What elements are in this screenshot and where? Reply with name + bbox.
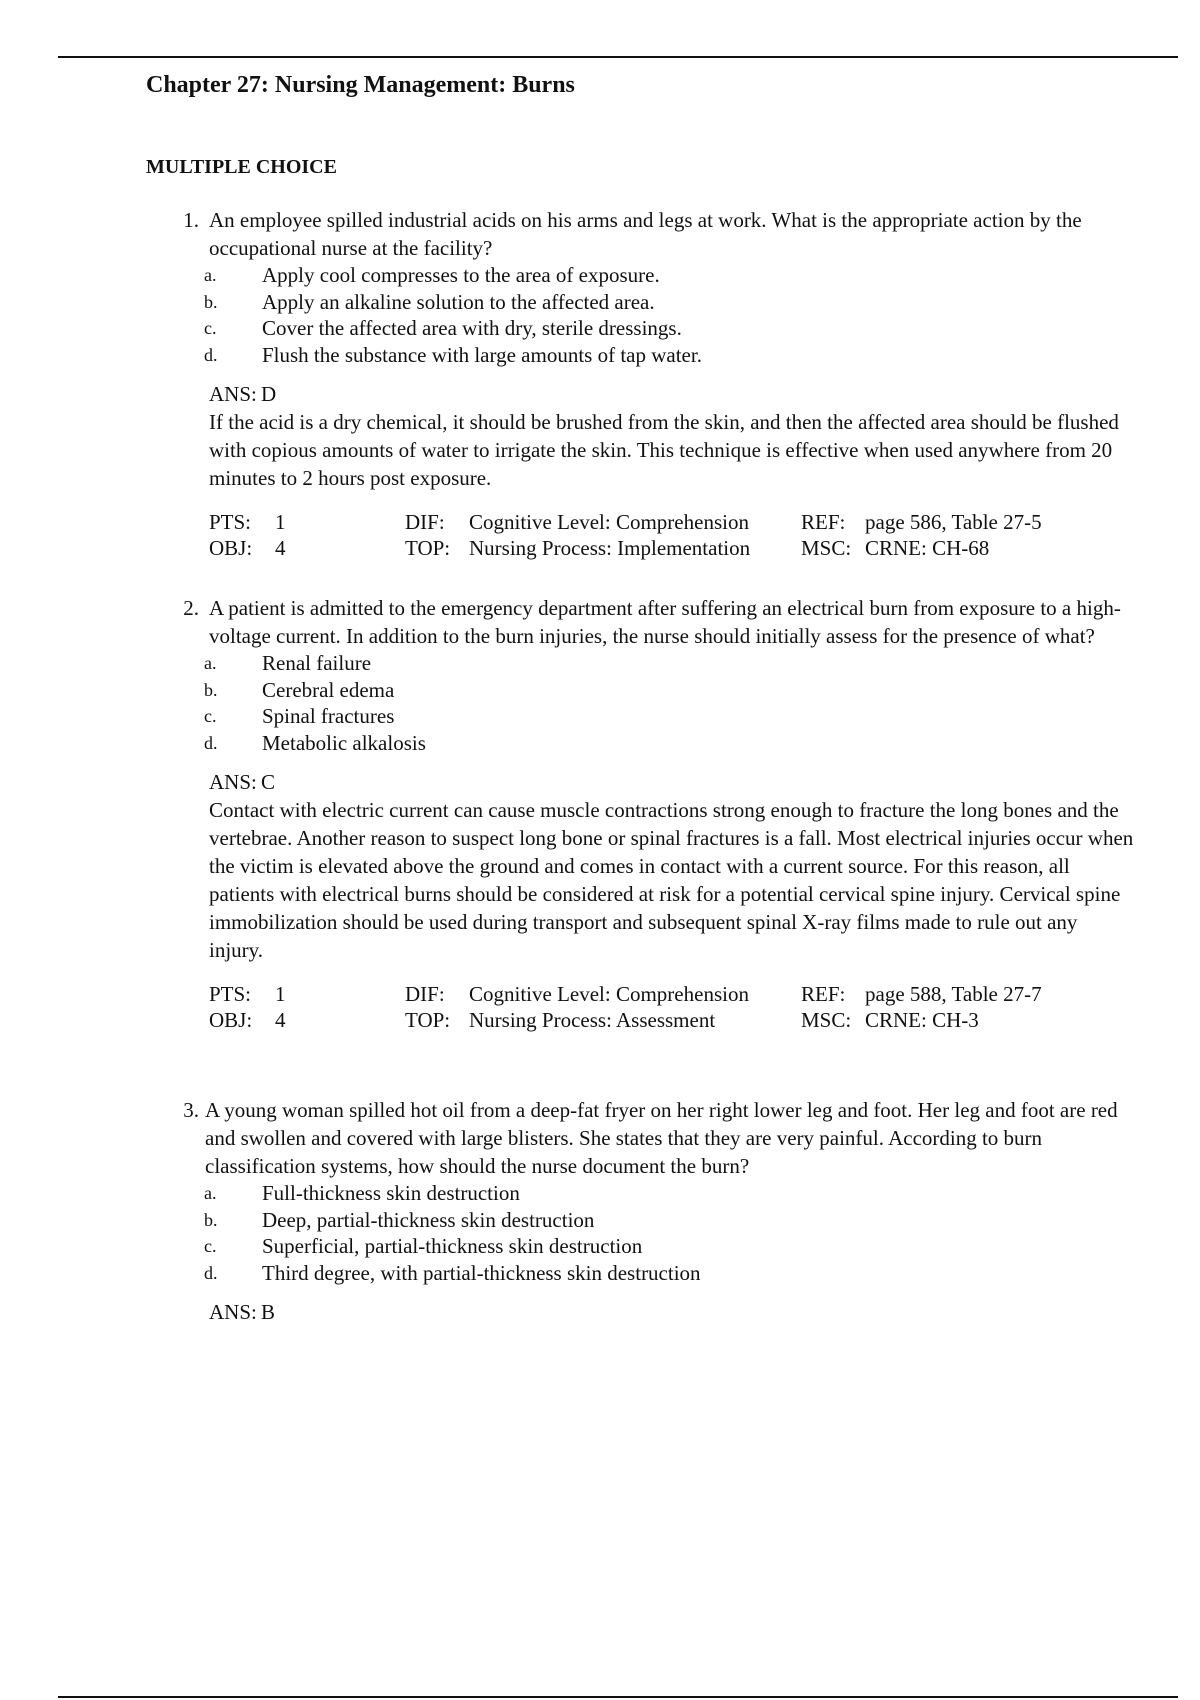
- option-b: [146, 677, 1136, 704]
- option-text: Cover the affected area with dry, sterile dressings.: [262, 316, 682, 340]
- option-text: Flush the substance with large amounts of tap water.: [262, 342, 702, 367]
- option-letter: a.: [204, 265, 217, 285]
- question-stem: [146, 594, 1136, 650]
- bottom-rule: [58, 1696, 1178, 1698]
- answer-value: D: [261, 382, 277, 406]
- meta-value: CRNE: CH-3: [865, 1008, 979, 1032]
- option-text: Apply an alkaline solution to the affected area.: [262, 289, 655, 314]
- option-letter: b.: [204, 679, 218, 700]
- answer-label: ANS:: [209, 770, 257, 794]
- meta-label: TOP:: [405, 536, 451, 560]
- meta-value: 4: [275, 536, 286, 560]
- option-b: [146, 289, 1136, 316]
- answer-block: [209, 768, 1136, 964]
- meta-label: OBJ:: [209, 536, 253, 560]
- section-title: MULTIPLE CHOICE: [146, 156, 337, 178]
- question-text: An employee spilled industrial acids on his arms and legs at work. What is the appropriate action by the occupational nurse at the facility?: [209, 208, 1082, 260]
- answer-block: [209, 1298, 1136, 1326]
- answer-options: [146, 650, 1136, 756]
- question-2: [146, 594, 1136, 1033]
- meta-ref: [801, 509, 1101, 535]
- meta-label: OBJ:: [209, 1008, 253, 1032]
- option-text: Superficial, partial-thickness skin destruction: [262, 1234, 643, 1258]
- meta-label: PTS:: [209, 982, 252, 1006]
- option-b: [146, 1207, 1136, 1234]
- question-number: 2.: [183, 596, 199, 620]
- meta-value: 4: [275, 1008, 286, 1032]
- option-a: [146, 1180, 1136, 1207]
- answer-label: ANS:: [209, 382, 257, 406]
- meta-value: Nursing Process: Implementation: [469, 536, 751, 560]
- option-letter: c.: [204, 1236, 217, 1256]
- meta-obj: [209, 1007, 405, 1033]
- option-text: Deep, partial-thickness skin destruction: [262, 1207, 595, 1232]
- meta-value: Cognitive Level: Comprehension: [469, 510, 749, 534]
- meta-label: TOP:: [405, 1008, 451, 1032]
- meta-label: PTS:: [209, 510, 252, 534]
- option-letter: d.: [204, 344, 218, 365]
- question-text: A patient is admitted to the emergency department after suffering an electrical burn from exposure to a high-voltage current. In addition to the burn injuries, the nurse should initially assess for the presence of what?: [209, 596, 1121, 648]
- option-d: [146, 342, 1136, 369]
- top-rule: [58, 56, 1178, 58]
- meta-top: [405, 535, 801, 561]
- meta-label: REF:: [801, 510, 846, 534]
- question-number: 1.: [183, 208, 199, 232]
- option-letter: c.: [204, 318, 217, 338]
- meta-label: MSC:: [801, 536, 852, 560]
- meta-label: DIF:: [405, 510, 445, 534]
- option-letter: a.: [204, 653, 217, 673]
- option-letter: d.: [204, 732, 218, 753]
- meta-value: 1: [275, 510, 286, 534]
- question-stem: [146, 1096, 1136, 1180]
- answer-options: [146, 262, 1136, 368]
- meta-value: 1: [275, 982, 286, 1006]
- option-text: Metabolic alkalosis: [262, 730, 426, 755]
- answer-line: [209, 380, 1136, 408]
- meta-msc: [801, 535, 1101, 561]
- question-text: A young woman spilled hot oil from a deep-fat fryer on her right lower leg and foot. Her leg and foot are red and swollen and covered with large blisters. She states that they are very painful. According to burn classification systems, how should the nurse document the burn?: [205, 1098, 1118, 1178]
- answer-block: [209, 380, 1136, 492]
- meta-label: DIF:: [405, 982, 445, 1006]
- meta-value: Cognitive Level: Comprehension: [469, 982, 749, 1006]
- meta-pts: [209, 981, 405, 1007]
- meta-top: [405, 1007, 801, 1033]
- chapter-title: Chapter 27: Nursing Management: Burns: [146, 72, 575, 98]
- meta-dif: [405, 981, 801, 1007]
- option-d: [146, 1260, 1136, 1287]
- option-letter: d.: [204, 1262, 218, 1283]
- question-1: [146, 206, 1136, 561]
- option-letter: c.: [204, 706, 217, 726]
- rationale: If the acid is a dry chemical, it should be brushed from the skin, and then the affected area should be flushed with copious amounts of water to irrigate the skin. This technique is effective when used anywhere from 20 minutes to 2 hours post exposure.: [209, 410, 1119, 490]
- question-meta: [209, 509, 1136, 561]
- meta-ref: [801, 981, 1101, 1007]
- option-c: [146, 1233, 1136, 1260]
- option-text: Renal failure: [262, 651, 372, 675]
- option-a: [146, 650, 1136, 677]
- answer-value: B: [261, 1300, 276, 1324]
- option-a: [146, 262, 1136, 289]
- question-stem: [146, 206, 1136, 262]
- option-c: [146, 703, 1136, 730]
- answer-options: [146, 1180, 1136, 1286]
- meta-label: MSC:: [801, 1008, 852, 1032]
- meta-msc: [801, 1007, 1101, 1033]
- option-letter: b.: [204, 1209, 218, 1230]
- answer-label: ANS:: [209, 1300, 257, 1324]
- rationale: Contact with electric current can cause muscle contractions strong enough to fracture the long bones and the vertebrae. Another reason to suspect long bone or spinal fractures is a fall. Most electrical injuries occur when the victim is elevated above the ground and comes in contact with a current source. For this reason, all patients with electrical burns should be considered at risk for a potential cervical spine injury. Cervical spine immobilization should be used during transport and subsequent spinal X-ray films made to rule out any injury.: [209, 798, 1134, 962]
- option-c: [146, 315, 1136, 342]
- option-text: Full-thickness skin destruction: [262, 1181, 520, 1205]
- meta-value: Nursing Process: Assessment: [469, 1008, 716, 1032]
- answer-line: [209, 1298, 1136, 1326]
- option-text: Apply cool compresses to the area of exposure.: [262, 263, 660, 287]
- meta-value: page 586, Table 27-5: [865, 510, 1042, 534]
- option-text: Spinal fractures: [262, 704, 395, 728]
- option-text: Third degree, with partial-thickness skin destruction: [262, 1260, 701, 1285]
- meta-pts: [209, 509, 405, 535]
- option-d: [146, 730, 1136, 757]
- question-3: [146, 1096, 1136, 1326]
- question-number: 3.: [183, 1098, 199, 1122]
- meta-dif: [405, 509, 801, 535]
- meta-obj: [209, 535, 405, 561]
- option-text: Cerebral edema: [262, 677, 395, 702]
- option-letter: b.: [204, 291, 218, 312]
- meta-value: page 588, Table 27-7: [865, 982, 1042, 1006]
- question-meta: [209, 981, 1136, 1033]
- answer-line: [209, 768, 1136, 796]
- meta-value: CRNE: CH-68: [865, 536, 990, 560]
- answer-value: C: [261, 770, 276, 794]
- option-letter: a.: [204, 1183, 217, 1203]
- meta-label: REF:: [801, 982, 846, 1006]
